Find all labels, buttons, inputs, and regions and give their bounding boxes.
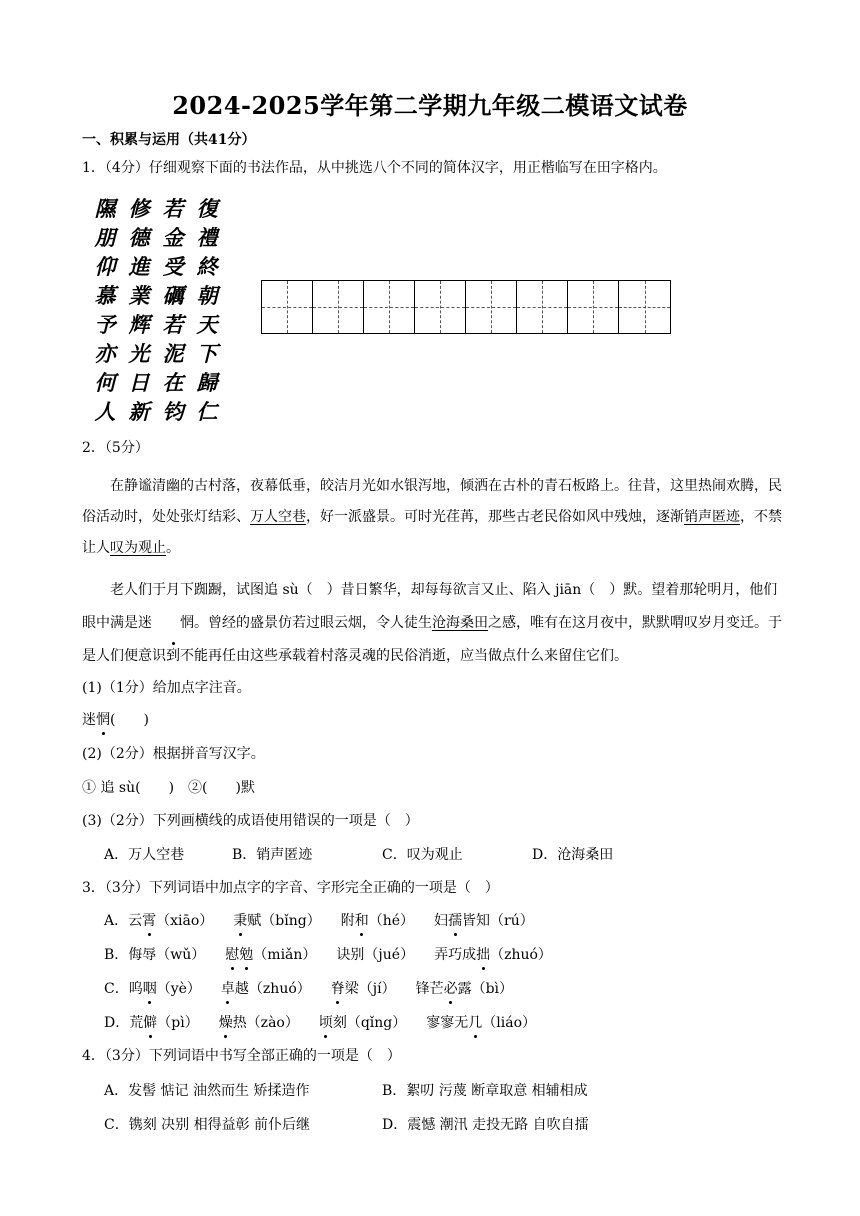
dotted-char: 勉: [239, 947, 254, 963]
calligraphy-char: 仰: [94, 254, 116, 279]
option-d: D．震憾 潮汛 走投无路 自吹自擂: [382, 1117, 589, 1133]
calligraphy-char: 泥: [162, 341, 184, 366]
sub1-dotted-char: 惘: [96, 712, 110, 728]
page-title: 2024-2025学年第二学期九年级二模语文试卷: [172, 91, 688, 120]
underlined-idiom-1: 万人空巷: [250, 509, 306, 525]
text: （zhuó）: [490, 947, 552, 963]
option-d: D．沧海桑田: [532, 847, 614, 863]
calligraphy-char: 慕: [94, 283, 116, 308]
calligraphy-char: 予: [94, 312, 116, 337]
text: 妇: [434, 913, 449, 929]
text: 锋芒: [415, 981, 444, 997]
calligraphy-char: 歸: [196, 370, 218, 395]
text: A．云: [104, 913, 143, 929]
calligraphy-char: 辉: [128, 312, 150, 337]
calligraphy-char: 復: [196, 196, 218, 221]
option-c: C．镌刻 决别 相得益彰 前仆后继: [104, 1117, 311, 1133]
calligraphy-char: 金: [162, 225, 184, 250]
sub1-answer-blank: ( ): [110, 712, 149, 728]
text: 皆知（rú）: [462, 913, 534, 929]
text: 诀别（jué）: [336, 947, 415, 963]
q3-option-d: [104, 1013, 536, 1033]
text: 梁（jí）: [344, 981, 396, 997]
q2-sub1-answer: [82, 710, 149, 730]
option-b: B．絮叨 污蔑 断章取意 相辅相成: [382, 1083, 588, 1099]
calligraphy-char: 隰: [94, 196, 116, 221]
calligraphy-char: 光: [128, 341, 150, 366]
tianzige-cell[interactable]: [568, 281, 619, 333]
calligraphy-char: 禮: [196, 225, 218, 250]
q1-prompt: 1．（4分）仔细观察下面的书法作品，从中挑选八个不同的简体汉字，用正楷临写在田字格内。: [82, 160, 667, 176]
calligraphy-char: 若: [162, 312, 184, 337]
calligraphy-column-3: [158, 194, 188, 426]
calligraphy-char: 下: [196, 341, 218, 366]
text: （xiāo）: [156, 913, 214, 929]
q2-p2-text-c: 之感，唯有在这月夜中，默默喟叹岁月变迁。于是人们便意识到不能再任由这些承载着村落灵魂的民俗消逝，应当做点什么来留住它们。: [82, 615, 782, 664]
calligraphy-column-2: [124, 194, 154, 426]
underlined-idiom-3: 叹为观止: [110, 540, 166, 556]
dotted-char: 惘: [152, 607, 194, 640]
calligraphy-char: 朝: [196, 283, 218, 308]
q3-prompt: 3．（3分）下列词语中加点字的字音、字形完全正确的一项是（ ）: [82, 880, 499, 896]
text: （liáo）: [482, 1015, 536, 1031]
calligraphy-char: 若: [162, 196, 184, 221]
dotted-char: 和: [354, 913, 369, 929]
text: （pì）: [157, 1015, 199, 1031]
q2-p2-text-b: 。曾经的盛景仿若过眼云烟，令人徒生: [194, 615, 432, 631]
calligraphy-char: 日: [128, 370, 150, 395]
calligraphy-char: 德: [128, 225, 150, 250]
q2-p1-text-a: 在静谧清幽的古村落，夜幕低垂，皎洁月光如水银泻地，倾洒在古朴的青石板路上。往昔，这里热闹欢腾，民俗活动时，处处张灯结彩、: [82, 478, 782, 525]
q2-sub3-prompt: (3)（2分）下列画横线的成语使用错误的一项是（ ）: [82, 813, 419, 829]
dotted-char: 顷: [318, 1015, 333, 1031]
calligraphy-char: 天: [196, 312, 218, 337]
dotted-char: 僻: [143, 1015, 158, 1031]
q4-prompt: 4．（3分）下列词语中书写全部正确的一项是（ ）: [82, 1048, 401, 1064]
dotted-char: 卓: [220, 981, 235, 997]
text: 热（zào）: [232, 1015, 299, 1031]
tianzige-cell[interactable]: [262, 281, 313, 333]
option-a: A．万人空巷: [104, 847, 185, 863]
calligraphy-char: 礪: [162, 283, 184, 308]
text: 附: [340, 913, 355, 929]
calligraphy-char: 亦: [94, 341, 116, 366]
dotted-char: 拙: [476, 947, 491, 963]
text: B．侮辱（wǔ）: [104, 947, 206, 963]
q3-option-b: [104, 945, 552, 965]
dotted-char: 几: [468, 1015, 483, 1031]
text: 露（bì）: [457, 981, 514, 997]
text: 弄巧成: [434, 947, 477, 963]
tianzige-cell[interactable]: [415, 281, 466, 333]
q3-option-c: [104, 979, 513, 999]
q2-p1-text-c: ，不禁让人: [82, 509, 782, 556]
tianzige-cell[interactable]: [466, 281, 517, 333]
q2-p1-text-d: 。: [166, 540, 180, 556]
dotted-char: 燥: [218, 1015, 233, 1031]
option-c: C．叹为观止: [382, 847, 463, 863]
calligraphy-column-1: [90, 194, 120, 426]
text: 刻（qǐng）: [332, 1015, 407, 1031]
q2-sub1-prompt: (1)（1分）给加点字注音。: [82, 680, 251, 696]
text: 寥寥无: [426, 1015, 469, 1031]
tianzige-cell[interactable]: [517, 281, 568, 333]
text: 越（zhuó）: [234, 981, 311, 997]
option-a: A．发髻 惦记 油然而生 矫揉造作: [104, 1083, 310, 1099]
q2-p2-text-a: 老人们于月下踟蹰，试图追 sù（ ）昔日繁华，却每每欲言又止、陷入 jiān（ ）默。望着那轮明月，他们眼中满是迷: [82, 582, 778, 631]
tianzige-cell[interactable]: [313, 281, 364, 333]
calligraphy-char: 新: [128, 399, 150, 424]
section-heading: 一、积累与运用（共41分）: [82, 132, 256, 148]
dotted-char: 秉: [233, 913, 248, 929]
dotted-char: 脊: [330, 981, 345, 997]
option-b: B．销声匿迹: [232, 847, 313, 863]
text: （hé）: [368, 913, 415, 929]
q2-header: 2．（5分）: [82, 440, 149, 456]
q2-sub2-prompt: (2)（2分）根据拼音写汉字。: [82, 746, 265, 762]
tianzige-cell[interactable]: [619, 281, 670, 333]
calligraphy-char: 仁: [196, 399, 218, 424]
tianzige-cell[interactable]: [364, 281, 415, 333]
calligraphy-char: 受: [162, 254, 184, 279]
calligraphy-char: 修: [128, 196, 150, 221]
dotted-char: 必: [443, 981, 458, 997]
calligraphy-char: 何: [94, 370, 116, 395]
calligraphy-char: 在: [162, 370, 184, 395]
text: （miǎn）: [253, 947, 317, 963]
text: （yè）: [156, 981, 201, 997]
text: C．呜: [104, 981, 143, 997]
dotted-char: 孺: [448, 913, 463, 929]
q2-sub2-blanks: ① 追 sù( ) ②( )默: [82, 780, 255, 796]
q2-p1-text-b: ，好一派盛景。可时光荏苒，那些古老民俗如风中残烛，逐渐: [306, 509, 684, 525]
text: D．荒: [104, 1015, 144, 1031]
calligraphy-char: 钧: [162, 399, 184, 424]
calligraphy-char: 人: [94, 399, 116, 424]
q2-paragraph-2: [82, 574, 782, 673]
calligraphy-char: 終: [196, 254, 218, 279]
q2-paragraph-1: [82, 471, 782, 564]
dotted-char: 咽: [142, 981, 157, 997]
q3-option-a: [104, 911, 534, 931]
calligraphy-char: 朋: [94, 225, 116, 250]
calligraphy-column-4: [192, 194, 222, 426]
underlined-idiom-2: 销声匿迹: [684, 509, 740, 525]
calligraphy-char: 進: [128, 254, 150, 279]
text: 赋（bǐng）: [247, 913, 321, 929]
underlined-idiom-4: 沧海桑田: [432, 615, 488, 631]
calligraphy-artwork: [90, 194, 222, 422]
dotted-char: 霄: [142, 913, 157, 929]
tianzige-grid: [261, 280, 671, 334]
dotted-char: 慰: [225, 947, 240, 963]
sub1-word: 迷: [82, 712, 96, 728]
calligraphy-char: 業: [128, 283, 150, 308]
